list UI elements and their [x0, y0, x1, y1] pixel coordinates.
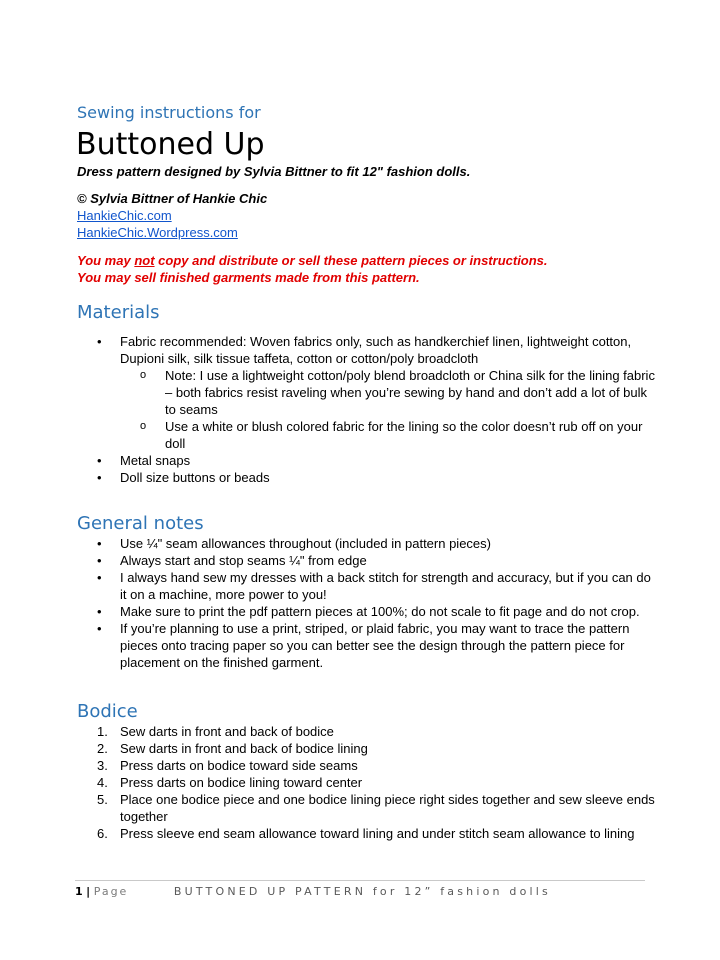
general-notes-heading: General notes — [77, 513, 204, 534]
list-item: • Metal snaps — [77, 452, 657, 469]
page-footer — [75, 880, 645, 898]
document-subtitle: Dress pattern designed by Sylvia Bittner to fit 12" fashion dolls. — [77, 164, 471, 179]
list-item — [77, 333, 657, 452]
step-text: Press sleeve end seam allowance toward lining and under stitch seam allowance to lining — [120, 826, 635, 841]
step-text: Place one bodice piece and one bodice lining piece right sides together and sew sleeve ends together — [120, 792, 655, 824]
warning-line-2: You may sell finished garments made from this pattern. — [77, 270, 420, 285]
hankiechic-wordpress-link[interactable]: HankieChic.Wordpress.com — [77, 225, 238, 240]
document-title: Buttoned Up — [76, 127, 265, 162]
footer-page-number: 1 — [75, 885, 83, 898]
materials-heading: Materials — [77, 302, 160, 323]
step-number: 1. — [97, 724, 108, 739]
step-text: Sew darts in front and back of bodice — [120, 724, 334, 739]
list-item: • I always hand sew my dresses with a back stitch for strength and accuracy, but if you can do it on a machine, more power to you! — [77, 569, 657, 603]
sub-list-item: o Note: I use a lightweight cotton/poly blend broadcloth or China silk for the lining fabric – both fabrics resist raveling when you’re sewing by hand and don’t add a lot of bulk to seams — [120, 367, 657, 418]
footer-page-label: Page — [93, 885, 129, 898]
bodice-steps — [77, 723, 657, 842]
list-item: • Always start and stop seams ¼" from edge — [77, 552, 657, 569]
footer-separator: | — [86, 885, 91, 898]
title-kicker: Sewing instructions for — [77, 103, 261, 122]
sub-list-item: o Use a white or blush colored fabric for the lining so the color doesn’t rub off on your doll — [120, 418, 657, 452]
step-item — [77, 774, 657, 791]
list-item: • If you’re planning to use a print, striped, or plaid fabric, you may want to trace the pattern pieces onto tracing paper so you can better see the design through the pattern piece for placement on the finished garment. — [77, 620, 657, 671]
step-item — [77, 757, 657, 774]
materials-list — [77, 333, 657, 486]
warning-text: copy and distribute or sell these pattern pieces or instructions. — [154, 253, 548, 268]
general-notes-list — [77, 535, 657, 671]
page-content — [77, 102, 657, 842]
warning-text: You may — [77, 253, 135, 268]
step-item — [77, 825, 657, 842]
hankiechic-link[interactable]: HankieChic.com — [77, 208, 172, 223]
list-item-text: Fabric recommended: Woven fabrics only, such as handkerchief linen, lightweight cotton, Dupioni silk, silk tissue taffeta, cotton or cotton/poly broadcloth — [120, 334, 632, 366]
copyright-warning — [77, 252, 657, 286]
copyright-line: © Sylvia Bittner of Hankie Chic — [77, 191, 268, 206]
step-text: Press darts on bodice toward side seams — [120, 758, 358, 773]
step-number: 3. — [97, 758, 108, 773]
step-number: 4. — [97, 775, 108, 790]
step-text: Sew darts in front and back of bodice lining — [120, 741, 368, 756]
bodice-heading: Bodice — [77, 701, 138, 722]
footer-document-title: BUTTONED UP PATTERN for 12” fashion dolls — [173, 885, 551, 898]
list-item: • Make sure to print the pdf pattern pieces at 100%; do not scale to fit page and do not crop. — [77, 603, 657, 620]
warning-emphasis: not — [134, 253, 155, 268]
materials-sublist — [120, 367, 657, 452]
step-number: 2. — [97, 741, 108, 756]
list-item: • Doll size buttons or beads — [77, 469, 657, 486]
step-item — [77, 723, 657, 740]
step-number: 6. — [97, 826, 108, 841]
list-item: • Use ¼" seam allowances throughout (included in pattern pieces) — [77, 535, 657, 552]
step-item — [77, 740, 657, 757]
step-number: 5. — [97, 792, 108, 807]
warning-line-1 — [77, 252, 657, 269]
step-text: Press darts on bodice lining toward center — [120, 775, 363, 790]
step-item — [77, 791, 657, 825]
